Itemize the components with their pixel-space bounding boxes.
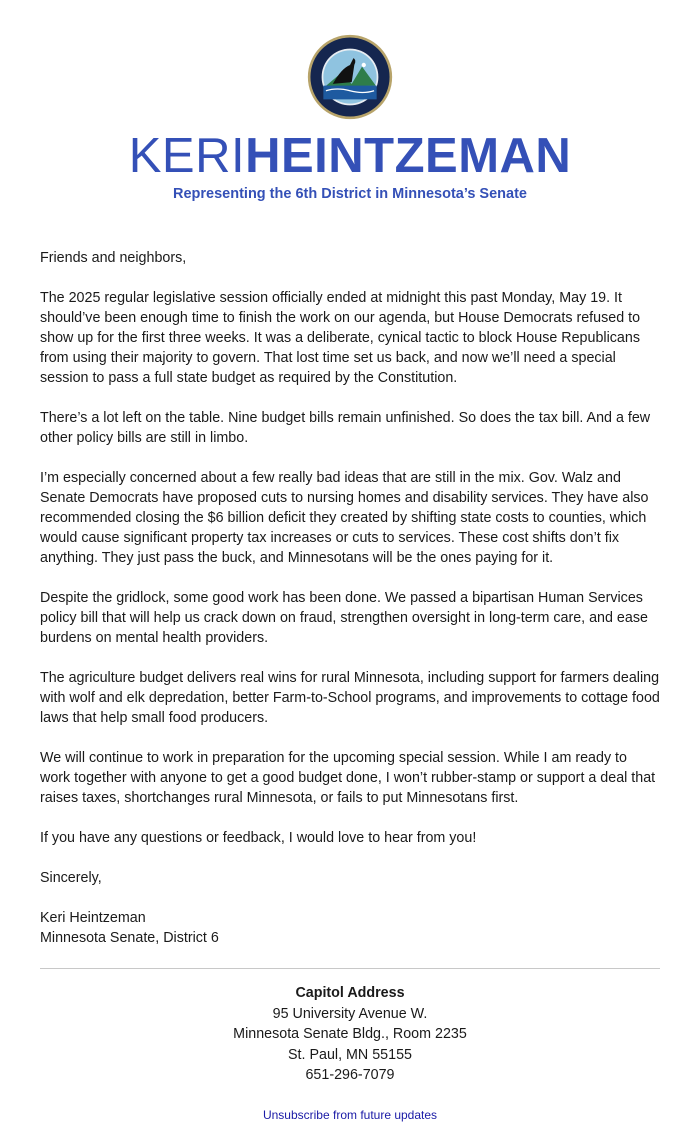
- last-name: HEINTZEMAN: [245, 129, 572, 183]
- greeting: Friends and neighbors,: [40, 250, 187, 266]
- letter-body: [0, 202, 700, 948]
- senator-name-wordmark: [0, 128, 700, 184]
- divider: [40, 968, 660, 969]
- signature: [40, 908, 660, 948]
- first-name: KERI: [128, 129, 246, 183]
- signature-title: Minnesota Senate, District 6: [40, 930, 219, 946]
- address-line: Minnesota Senate Bldg., Room 2235: [233, 1026, 467, 1042]
- closing: Sincerely,: [40, 870, 102, 886]
- minnesota-state-seal-logo: [307, 34, 393, 120]
- address-title: Capitol Address: [295, 985, 405, 1001]
- paragraph: If you have any questions or feedback, I would love to hear from you!: [40, 830, 477, 846]
- footer-address: [0, 983, 700, 1086]
- letterhead: [0, 0, 700, 202]
- paragraph: Despite the gridlock, some good work has been done. We passed a bipartisan Human Services policy bill that will help us crack down on fraud, strengthen oversight in long-term care, and ease burdens on mental health providers.: [40, 590, 648, 646]
- address-line: 95 University Avenue W.: [272, 1005, 428, 1022]
- phone-number: 651-296-7079: [305, 1067, 395, 1083]
- paragraph: We will continue to work in preparation for the upcoming special session. While I am ready to work together with anyone to get a good budget done, I won’t rubber-stamp or support a deal that raises taxes, shortchanges rural Minnesota, or fails to put Minnesotans first.: [40, 750, 656, 806]
- signature-name: Keri Heintzeman: [40, 910, 146, 926]
- paragraph: The 2025 regular legislative session officially ended at midnight this past Monday, May 19. It should’ve been enough time to finish the work on our agenda, but House Democrats refused to show up for the first three weeks. It was a deliberate, cynical tactic to block House Republicans from using their majority to govern. That lost time set us back, and now we’ll need a special session to pass a full state budget as required by the Constitution.: [40, 290, 641, 386]
- tagline: Representing the 6th District in Minnesota’s Senate: [173, 186, 527, 202]
- address-line: St. Paul, MN 55155: [288, 1046, 412, 1063]
- paragraph: I’m especially concerned about a few really bad ideas that are still in the mix. Gov. Walz and Senate Democrats have proposed cuts to nursing homes and disability services. They have also recommended closing the $6 billion deficit they created by shifting state costs to counties, which would cause significant property tax increases or cuts to services. These cost shifts don’t fix anything. They just pass the buck, and Minnesotans will be the ones paying for it.: [40, 470, 649, 566]
- unsubscribe-link[interactable]: Unsubscribe from future updates: [262, 1107, 438, 1122]
- paragraph: The agriculture budget delivers real wins for rural Minnesota, including support for farmers dealing with wolf and elk depredation, better Farm-to-School programs, and improvements to cottage food laws that help small food producers.: [40, 670, 660, 726]
- paragraph: There’s a lot left on the table. Nine budget bills remain unfinished. So does the tax bill. And a few other policy bills are still in limbo.: [40, 410, 651, 446]
